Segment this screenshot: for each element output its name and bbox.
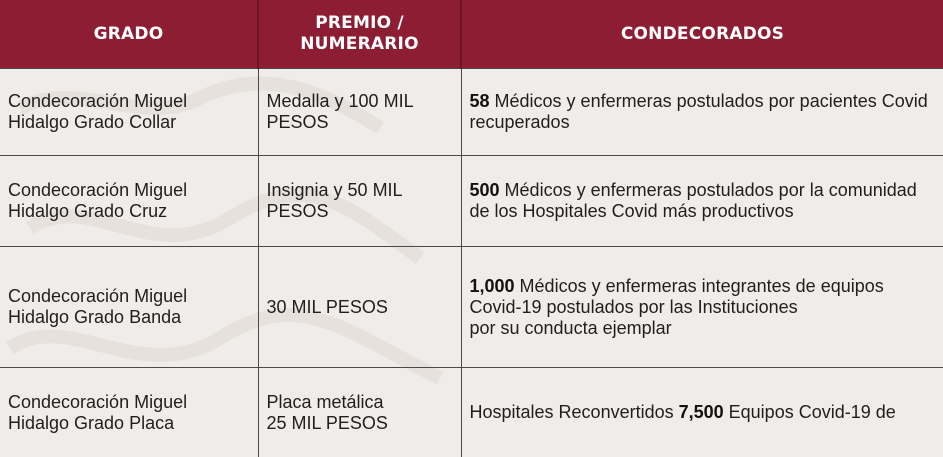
recipient-count: 500 xyxy=(470,180,500,200)
header-condecorados: CONDECORADOS xyxy=(461,0,943,69)
recipient-description-prefix: Hospitales Reconvertidos xyxy=(470,402,679,422)
recipient-count: 1,000 xyxy=(470,276,515,296)
grado-cell: Condecoración Miguel Hidalgo Grado Collar xyxy=(0,69,258,156)
table-row xyxy=(0,247,943,368)
recipient-count: 7,500 xyxy=(679,402,724,422)
premio-line1: Placa metálica xyxy=(267,392,455,413)
recipient-description: Equipos Covid-19 de xyxy=(724,402,896,422)
header-grado: GRADO xyxy=(0,0,258,69)
condecorados-cell xyxy=(461,368,943,457)
header-row xyxy=(0,0,943,69)
header-premio-line2: NUMERARIO xyxy=(265,34,454,55)
premio-cell: Insignia y 50 MIL PESOS xyxy=(258,156,461,247)
condecorados-cell xyxy=(461,156,943,247)
premio-cell: Medalla y 100 MIL PESOS xyxy=(258,69,461,156)
table-row xyxy=(0,69,943,156)
table-row xyxy=(0,156,943,247)
premio-line2: 25 MIL PESOS xyxy=(267,413,455,434)
grado-cell: Condecoración Miguel Hidalgo Grado Placa xyxy=(0,368,258,457)
premio-cell: 30 MIL PESOS xyxy=(258,247,461,368)
table-row xyxy=(0,368,943,457)
grado-cell: Condecoración Miguel Hidalgo Grado Banda xyxy=(0,247,258,368)
condecorados-cell xyxy=(461,69,943,156)
grado-cell: Condecoración Miguel Hidalgo Grado Cruz xyxy=(0,156,258,247)
recipient-count: 58 xyxy=(470,91,490,111)
condecorados-cell xyxy=(461,247,943,368)
header-premio xyxy=(258,0,461,69)
recipient-description: Médicos y enfermeras integrantes de equipos Covid-19 postulados por las Instituciones xyxy=(470,276,884,317)
header-premio-line1: PREMIO / xyxy=(265,13,454,34)
recipient-description: Médicos y enfermeras postulados por pacientes Covid recuperados xyxy=(470,91,928,132)
premio-cell xyxy=(258,368,461,457)
recipient-description-extra: por su conducta ejemplar xyxy=(470,318,938,339)
recipient-description: Médicos y enfermeras postulados por la comunidad de los Hospitales Covid más productivos xyxy=(470,180,917,221)
